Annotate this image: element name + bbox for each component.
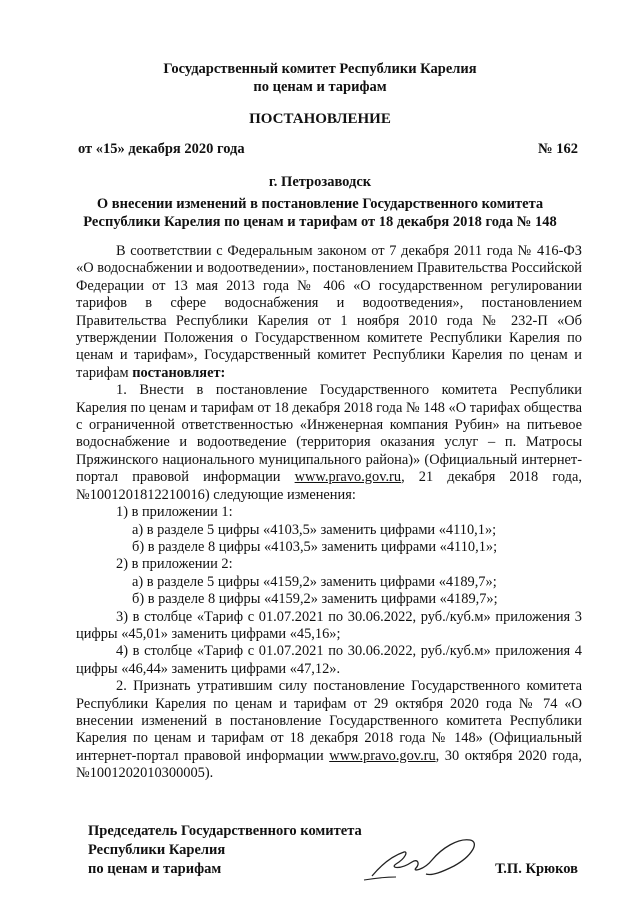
document-body (76, 243, 582, 783)
list-item-appendix-2: 2) в приложении 2: (116, 556, 233, 573)
doc-number: № 162 (538, 141, 578, 157)
paragraph-1-text: 1. Внести в постановление Государственного комитета Республики Карелия по ценам и тарифам от 18 декабря 2018 года № 148 «О тарифах общества с ограниченной ответственностью «Инженерная компания Рубин» на питьевое водоснабжение и водоотведение (территория оказания услуг – п. Матросы Пряжинского национального муниципального района)» (Официальный интернет-портал правовой информации (76, 382, 582, 486)
paragraph-1-tail: , 21 декабря 2018 года, №1001201812210016) следующие изменения: (76, 469, 582, 503)
doc-date: от «15» декабря 2020 года (78, 141, 245, 157)
list-item-2b: б) в разделе 8 цифры «4159,2» заменить цифрами «4189,7»; (132, 591, 498, 608)
list-item-4: 4) в столбце «Тариф с 01.07.2021 по 30.06.2022, руб./куб.м» приложения 4 цифры «46,44» заменить цифрами «47,12». (76, 643, 582, 677)
signatory-name: Т.П. Крюков (495, 861, 578, 877)
signatory-title (88, 822, 362, 879)
decree-colon: : (220, 364, 226, 381)
list-item-3: 3) в столбце «Тариф с 01.07.2021 по 30.06.2022, руб./куб.м» приложения 3 цифры «45,01» заменить цифрами «45,16»; (76, 608, 582, 642)
list-item-1b: б) в разделе 8 цифры «4103,5» заменить цифрами «4110,1»; (132, 538, 498, 555)
signatory-title-line2: Республики Карелия (88, 842, 226, 858)
doc-city: г. Петрозаводск (268, 174, 372, 190)
handwritten-signature-icon (362, 830, 492, 886)
doc-type-title: ПОСТАНОВЛЕНИЕ (249, 111, 391, 127)
preamble-text: В соответствии с Федеральным законом от 7 декабря 2011 года № 416-ФЗ «О водоснабжении и водоотведении», постановлением Правительства Российской Федерации от 13 мая 2013 года № 406 «О государственном регулировании тарифов в сфере водоснабжения и водоотведения», постановлением Правительства Республики Карелия от 1 ноября 2010 года № 232-П «Об утверждении Положения о Государственном комитете Республики Карелия по ценам и тарифам», Государственный комитет Республики Карелия по ценам и тарифам (76, 243, 582, 381)
paragraph-2-text: 2. Признать утратившим силу постановление Государственного комитета Республики Карелия по ценам и тарифам от 29 октября 2020 года № 74 «О внесении изменений в постановление Государственного комитета Республики Карелия по ценам и тарифам от 18 декабря 2018 года № 148» (Официальный интернет-портал правовой информации (76, 678, 582, 764)
preamble-paragraph (76, 243, 582, 382)
org-name-line1: Государственный комитет Республики Карелия (163, 61, 477, 77)
org-name-line2: по ценам и тарифам (253, 79, 387, 95)
decree-word: постановляет (132, 364, 221, 381)
pravo-link-1[interactable]: www.pravo.gov.ru (294, 469, 402, 486)
list-item-1a: а) в разделе 5 цифры «4103,5» заменить цифрами «4110,1»; (132, 521, 497, 538)
paragraph-2 (76, 678, 582, 782)
list-item-2a: а) в разделе 5 цифры «4159,2» заменить цифрами «4189,7»; (132, 573, 497, 590)
paragraph-1 (76, 382, 582, 504)
signatory-title-line3: по ценам и тарифам (88, 861, 222, 877)
subject-line1: О внесении изменений в постановление Государственного комитета (96, 196, 544, 212)
signatory-title-line1: Председатель Государственного комитета (88, 823, 362, 839)
pravo-link-2[interactable]: www.pravo.gov.ru (329, 747, 436, 764)
subject-line2: Республики Карелия по ценам и тарифам от 18 декабря 2018 года № 148 (83, 214, 557, 230)
list-item-appendix-1: 1) в приложении 1: (116, 504, 233, 521)
paragraph-2-tail: , 30 октября 2020 года, №1001202010300005). (76, 747, 582, 782)
